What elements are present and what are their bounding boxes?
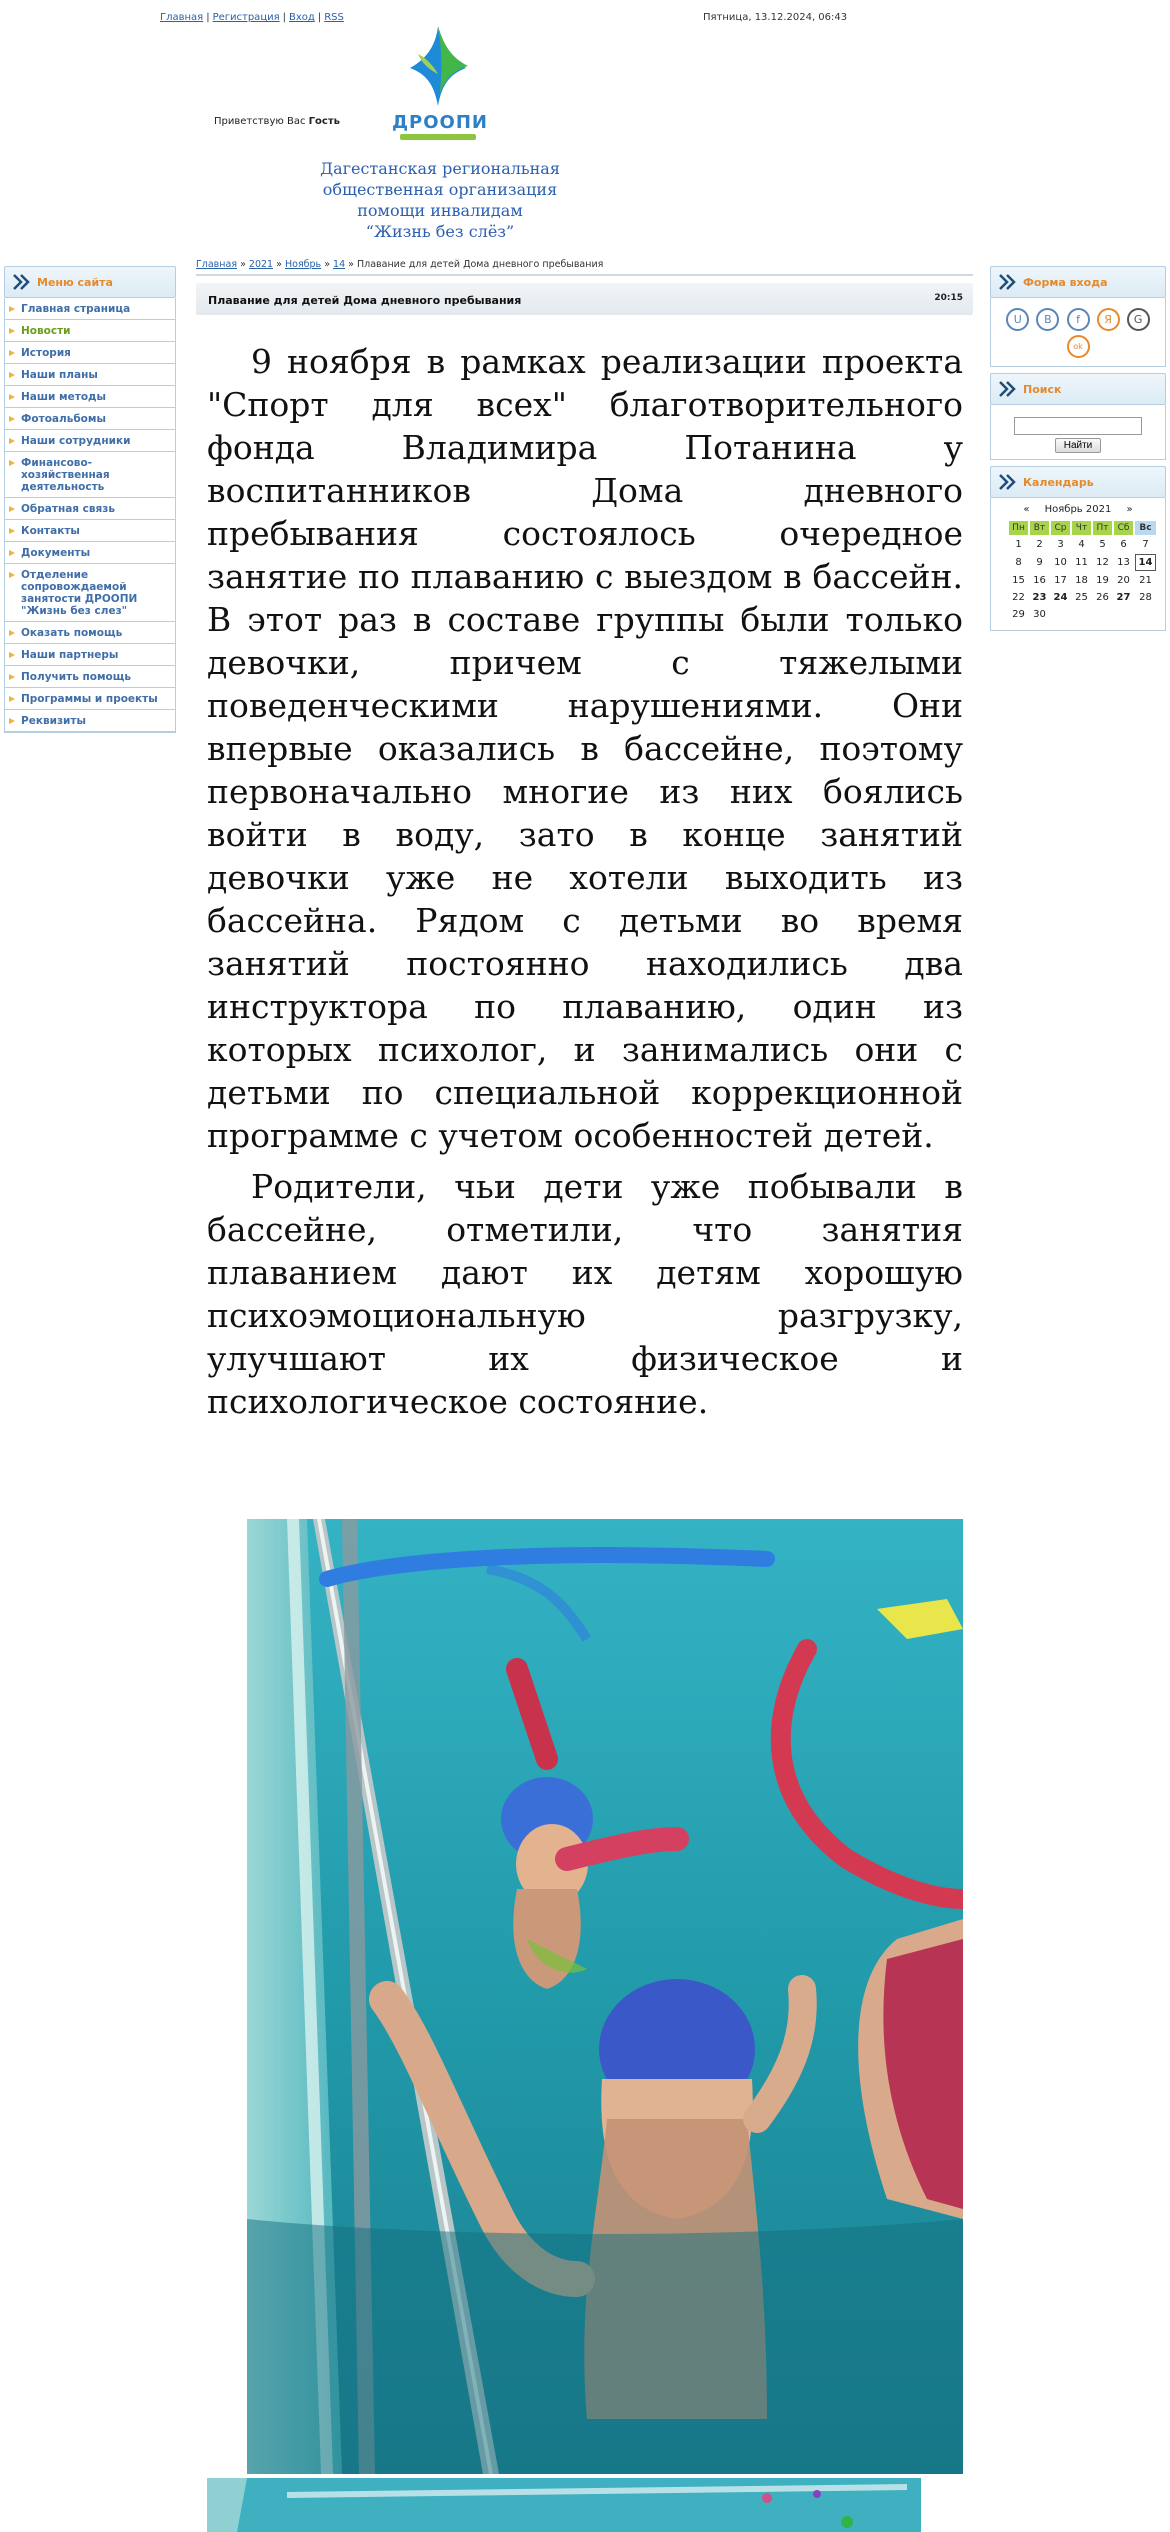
menu-header — [4, 266, 176, 298]
menu-item[interactable] — [5, 622, 175, 644]
calendar-header — [990, 466, 1166, 498]
double-arrow-icon — [997, 472, 1017, 492]
menu-item[interactable] — [5, 342, 175, 364]
menu-item-label: Наши сотрудники — [21, 435, 131, 447]
menu-item-label: Наши планы — [21, 369, 98, 381]
leaf-logo-icon — [392, 24, 484, 112]
search-block — [990, 373, 1166, 460]
calendar-day: 3 — [1057, 538, 1064, 550]
login-link[interactable]: Вход — [289, 12, 315, 23]
calendar-day: 25 — [1075, 591, 1088, 603]
bullet-icon — [9, 460, 15, 466]
bullet-icon — [9, 674, 15, 680]
menu-item-label: Фотоальбомы — [21, 413, 106, 425]
calendar-day: 16 — [1033, 574, 1046, 586]
menu-item-label: История — [21, 347, 71, 359]
org-title-line: общественная организация — [322, 180, 558, 199]
calendar-weekday: Ср — [1051, 521, 1070, 535]
bullet-icon — [9, 506, 15, 512]
menu-item[interactable] — [5, 666, 175, 688]
calendar-day — [1114, 607, 1133, 622]
breadcrumb-day[interactable]: 14 — [333, 259, 346, 270]
menu-item[interactable] — [5, 320, 175, 342]
org-title-line: Дагестанская региональная — [320, 159, 560, 178]
login-header — [990, 266, 1166, 298]
ucoz-icon[interactable]: U — [1006, 308, 1029, 331]
menu-item[interactable] — [5, 298, 175, 320]
menu-item[interactable] — [5, 408, 175, 430]
post-header — [196, 283, 973, 315]
menu-item-label: Наши партнеры — [21, 649, 119, 661]
top-links — [160, 12, 344, 23]
bullet-icon — [9, 306, 15, 312]
article-paragraph: 9 ноября в рамках реализации проекта "Спорт для всех" благотворительного фонда Владимира Потанина у воспитанников Дома дневного пребывания состоялось очередное занятие по плаванию с выездом в бассейн. В этот раз в составе группы были только девочки, причем с тяжелыми поведенческими нарушениями. Они впервые оказались в бассейне, поэтому первоначально многие из них боялись войти в воду, зато в конце занятий девочки уже не хотели выходить из бассейна. Рядом с детьми во время занятий постоянно находились два инструктора по плаванию, один из которых психолог, и занимались они с детьми по специальной коррекционной программе с учетом особенностей детей. — [207, 342, 963, 1155]
calendar-day[interactable]: 23 — [1032, 591, 1047, 603]
calendar-day: 11 — [1075, 556, 1088, 568]
menu-item[interactable] — [5, 430, 175, 452]
calendar-day: 9 — [1036, 556, 1043, 568]
breadcrumb-month[interactable]: Ноябрь — [284, 259, 322, 270]
calendar-day — [1093, 607, 1112, 622]
calendar-day: 18 — [1075, 574, 1088, 586]
bullet-icon — [9, 372, 15, 378]
post-time: 20:15 — [934, 293, 963, 303]
menu-item[interactable] — [5, 710, 175, 732]
org-title-line: помощи инвалидам — [357, 201, 523, 220]
breadcrumb-separator: » — [324, 259, 330, 270]
calendar-weekday: Пт — [1093, 521, 1112, 535]
bullet-icon — [9, 652, 15, 658]
facebook-icon[interactable]: f — [1067, 308, 1090, 331]
menu-item-label: Реквизиты — [21, 715, 86, 727]
calendar-day — [1135, 607, 1156, 622]
calendar-day: 15 — [1012, 574, 1025, 586]
calendar-day: 22 — [1012, 591, 1025, 603]
menu-item-label: Новости — [21, 325, 71, 337]
calendar-day: 2 — [1036, 538, 1043, 550]
bullet-icon — [9, 718, 15, 724]
calendar-day: 4 — [1078, 538, 1085, 550]
org-title-line: “Жизнь без слёз” — [365, 222, 515, 241]
calendar-day: 7 — [1142, 538, 1149, 550]
pool-photo — [247, 1519, 963, 2474]
calendar-weekday: Пн — [1009, 521, 1028, 535]
menu-item-label: Получить помощь — [21, 671, 131, 683]
separator: | — [282, 12, 287, 23]
menu-item-label: Документы — [21, 547, 91, 559]
menu-item-label: Финансово-хозяйственная деятельность — [21, 457, 110, 493]
calendar-next[interactable]: » — [1126, 503, 1133, 515]
double-arrow-icon — [997, 272, 1017, 292]
menu-item-label: Обратная связь — [21, 503, 116, 515]
calendar-weekday: Сб — [1114, 521, 1133, 535]
double-arrow-icon — [11, 272, 31, 292]
menu-item[interactable] — [5, 644, 175, 666]
menu-item[interactable] — [5, 364, 175, 386]
menu-item-label: Главная страница — [21, 303, 131, 315]
organization-title — [300, 158, 580, 242]
calendar-weekday: Чт — [1072, 521, 1091, 535]
site-menu — [4, 266, 176, 733]
login-block — [990, 266, 1166, 367]
calendar-prev[interactable]: « — [1023, 503, 1030, 515]
menu-item[interactable] — [5, 520, 175, 542]
greeting-user: Гость — [308, 116, 340, 127]
menu-item[interactable] — [5, 452, 175, 498]
menu-item-label: Программы и проекты — [21, 693, 158, 705]
article-body — [207, 340, 963, 1431]
register-link[interactable]: Регистрация — [212, 12, 280, 23]
rss-link[interactable]: RSS — [324, 12, 344, 23]
breadcrumb-divider — [196, 274, 973, 276]
calendar-day: 5 — [1099, 538, 1106, 550]
current-datetime: Пятница, 13.12.2024, 06:43 — [703, 12, 848, 23]
double-arrow-icon — [997, 379, 1017, 399]
logo-underline — [400, 134, 476, 140]
yandex-icon[interactable]: Я — [1097, 308, 1120, 331]
calendar-day[interactable]: 24 — [1053, 591, 1068, 603]
breadcrumb-separator: » — [240, 259, 246, 270]
calendar-weekday: Вс — [1135, 521, 1156, 535]
menu-list — [4, 298, 176, 733]
bullet-icon — [9, 630, 15, 636]
search-button[interactable]: Найти — [1055, 438, 1102, 453]
post-title: Плавание для детей Дома дневного пребывания — [208, 294, 522, 307]
vk-icon[interactable]: B — [1036, 308, 1059, 331]
bullet-icon — [9, 696, 15, 702]
calendar-day: 26 — [1096, 591, 1109, 603]
calendar-title: Календарь — [1023, 475, 1094, 489]
search-form — [990, 405, 1166, 460]
calendar-day: 19 — [1096, 574, 1109, 586]
separator: | — [317, 12, 322, 23]
menu-item[interactable] — [5, 688, 175, 710]
calendar-day: 20 — [1117, 574, 1130, 586]
separator: | — [206, 12, 210, 23]
article-paragraph: Родители, чьи дети уже побывали в бассейне, отметили, что занятия плаванием дают их детям хорошую психоэмоциональную разгрузку, улучшают их физическое и психологическое состояние. — [207, 1167, 963, 1421]
bullet-icon — [9, 350, 15, 356]
bullet-icon — [9, 550, 15, 556]
menu-item[interactable] — [5, 386, 175, 408]
calendar-day: 17 — [1054, 574, 1067, 586]
search-header — [990, 373, 1166, 405]
site-logo[interactable] — [392, 24, 488, 142]
greeting-prefix: Приветствую Вас — [214, 116, 306, 127]
right-sidebar — [990, 266, 1166, 637]
menu-title: Меню сайта — [37, 276, 113, 289]
calendar-day: 21 — [1139, 574, 1152, 586]
calendar-day: 10 — [1054, 556, 1067, 568]
social-login — [990, 298, 1166, 367]
calendar-day[interactable]: 14 — [1135, 554, 1156, 571]
menu-item[interactable] — [5, 564, 175, 622]
menu-item-label: Отделение сопровождаемой занятости ДРООПИ "Жизнь без слез" — [21, 569, 138, 617]
calendar-day: 12 — [1096, 556, 1109, 568]
menu-item-label: Контакты — [21, 525, 80, 537]
calendar-day — [1072, 607, 1091, 622]
calendar-block — [990, 466, 1166, 631]
bullet-icon — [9, 394, 15, 400]
calendar-day: 1 — [1015, 538, 1022, 550]
calendar-weekday: Вт — [1030, 521, 1049, 535]
calendar-day: 29 — [1012, 608, 1025, 620]
breadcrumb-separator: » — [348, 259, 354, 270]
calendar-day: 30 — [1033, 608, 1046, 620]
menu-item[interactable] — [5, 542, 175, 564]
breadcrumb-year[interactable]: 2021 — [248, 259, 274, 270]
calendar-day: 8 — [1015, 556, 1022, 568]
bullet-icon — [9, 528, 15, 534]
calendar-day: 28 — [1139, 591, 1152, 603]
login-title: Форма входа — [1023, 276, 1108, 289]
breadcrumb — [196, 259, 603, 270]
pool-photo-2 — [207, 2478, 921, 2532]
calendar-month: Ноябрь 2021 — [1044, 503, 1112, 515]
calendar-day[interactable]: 27 — [1116, 591, 1131, 603]
search-title: Поиск — [1023, 383, 1062, 396]
bullet-icon — [9, 438, 15, 444]
calendar-day — [1051, 607, 1070, 622]
search-input[interactable] — [1014, 417, 1142, 435]
menu-item-label: Оказать помощь — [21, 627, 123, 639]
greeting — [214, 116, 340, 127]
menu-item[interactable] — [5, 498, 175, 520]
bullet-icon — [9, 328, 15, 334]
calendar-nav — [995, 504, 1161, 515]
calendar-grid — [1007, 519, 1158, 624]
bullet-icon — [9, 572, 15, 578]
breadcrumb-separator: » — [276, 259, 282, 270]
home-link[interactable]: Главная — [160, 12, 204, 23]
odnoklassniki-icon[interactable]: ok — [1067, 335, 1090, 358]
logo-text: ДРООПИ — [392, 112, 488, 133]
bullet-icon — [9, 416, 15, 422]
calendar-day: 13 — [1117, 556, 1130, 568]
google-icon[interactable]: G — [1127, 308, 1150, 331]
calendar-day: 6 — [1120, 538, 1127, 550]
calendar-body — [990, 498, 1166, 631]
menu-item-label: Наши методы — [21, 391, 107, 403]
breadcrumb-current: Плавание для детей Дома дневного пребывания — [357, 259, 604, 270]
breadcrumb-home[interactable]: Главная — [196, 259, 238, 270]
